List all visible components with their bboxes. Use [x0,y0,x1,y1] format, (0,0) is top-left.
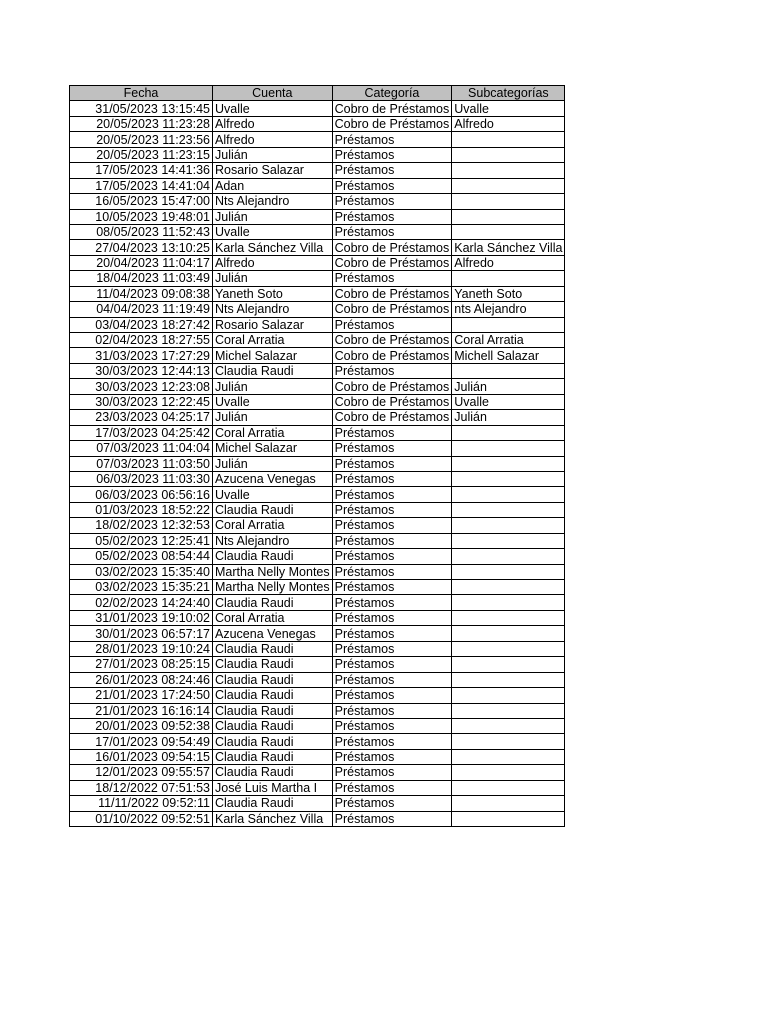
table-row [70,703,565,718]
cell-cuenta: Julián [213,379,333,394]
table-row [70,518,565,533]
cell-cuenta: Julián [213,410,333,425]
table-row [70,580,565,595]
header-cuenta: Cuenta [213,86,333,101]
cell-categoria: Préstamos [332,734,452,749]
cell-fecha: 30/03/2023 12:23:08 [70,379,213,394]
cell-fecha: 27/04/2023 13:10:25 [70,240,213,255]
cell-subcategoria [452,271,565,286]
cell-cuenta: Martha Nelly Montes [213,580,333,595]
table-row [70,734,565,749]
cell-cuenta: Karla Sánchez Villa [213,240,333,255]
cell-fecha: 16/05/2023 15:47:00 [70,194,213,209]
table-row [70,749,565,764]
cell-subcategoria [452,580,565,595]
table-row [70,147,565,162]
cell-categoria: Préstamos [332,749,452,764]
cell-cuenta: Claudia Raudi [213,657,333,672]
cell-categoria: Préstamos [332,595,452,610]
cell-categoria: Cobro de Préstamos [332,333,452,348]
table-row [70,780,565,795]
cell-cuenta: Julián [213,456,333,471]
cell-cuenta: Martha Nelly Montes [213,564,333,579]
table-row [70,224,565,239]
cell-cuenta: Claudia Raudi [213,796,333,811]
cell-cuenta: Claudia Raudi [213,688,333,703]
table-row [70,379,565,394]
cell-subcategoria [452,487,565,502]
cell-fecha: 18/02/2023 12:32:53 [70,518,213,533]
spreadsheet-page [69,85,565,827]
cell-cuenta: Nts Alejandro [213,533,333,548]
cell-subcategoria: Alfredo [452,116,565,131]
cell-fecha: 17/05/2023 14:41:36 [70,163,213,178]
cell-categoria: Préstamos [332,502,452,517]
cell-subcategoria [452,703,565,718]
cell-fecha: 30/03/2023 12:22:45 [70,394,213,409]
cell-fecha: 21/01/2023 17:24:50 [70,688,213,703]
table-row [70,456,565,471]
cell-categoria: Préstamos [332,811,452,826]
table-row [70,595,565,610]
cell-cuenta: Claudia Raudi [213,718,333,733]
table-row [70,641,565,656]
cell-categoria: Préstamos [332,657,452,672]
cell-subcategoria: Alfredo [452,255,565,270]
table-row [70,271,565,286]
table-row [70,718,565,733]
cell-fecha: 17/01/2023 09:54:49 [70,734,213,749]
cell-fecha: 11/11/2022 09:52:11 [70,796,213,811]
cell-cuenta: Nts Alejandro [213,194,333,209]
cell-fecha: 17/05/2023 14:41:04 [70,178,213,193]
cell-fecha: 23/03/2023 04:25:17 [70,410,213,425]
cell-fecha: 20/01/2023 09:52:38 [70,718,213,733]
cell-cuenta: Michel Salazar [213,441,333,456]
table-row [70,116,565,131]
table-body [70,101,565,827]
cell-categoria: Préstamos [332,564,452,579]
cell-fecha: 06/03/2023 06:56:16 [70,487,213,502]
cell-cuenta: Alfredo [213,116,333,131]
cell-categoria: Cobro de Préstamos [332,410,452,425]
table-row [70,672,565,687]
cell-subcategoria [452,194,565,209]
table-header [70,86,565,101]
cell-fecha: 28/01/2023 19:10:24 [70,641,213,656]
cell-cuenta: Claudia Raudi [213,703,333,718]
table-row [70,363,565,378]
cell-cuenta: Adan [213,178,333,193]
cell-fecha: 05/02/2023 08:54:44 [70,549,213,564]
cell-fecha: 07/03/2023 11:03:50 [70,456,213,471]
cell-cuenta: Coral Arratia [213,518,333,533]
cell-cuenta: Azucena Venegas [213,626,333,641]
cell-categoria: Préstamos [332,132,452,147]
table-row [70,333,565,348]
table-row [70,502,565,517]
table-row [70,533,565,548]
cell-categoria: Préstamos [332,441,452,456]
cell-subcategoria: Julián [452,379,565,394]
cell-subcategoria [452,224,565,239]
cell-categoria: Préstamos [332,209,452,224]
cell-cuenta: Uvalle [213,487,333,502]
table-row [70,194,565,209]
cell-fecha: 01/03/2023 18:52:22 [70,502,213,517]
table-row [70,348,565,363]
loans-table [69,85,565,827]
cell-subcategoria [452,796,565,811]
cell-cuenta: Uvalle [213,224,333,239]
cell-subcategoria: nts Alejandro [452,302,565,317]
cell-subcategoria [452,147,565,162]
cell-cuenta: Alfredo [213,132,333,147]
cell-subcategoria [452,518,565,533]
cell-subcategoria: Uvalle [452,101,565,116]
cell-subcategoria: Michell Salazar [452,348,565,363]
cell-subcategoria: Uvalle [452,394,565,409]
cell-cuenta: Rosario Salazar [213,163,333,178]
cell-categoria: Préstamos [332,456,452,471]
cell-cuenta: Coral Arratia [213,610,333,625]
cell-fecha: 18/04/2023 11:03:49 [70,271,213,286]
cell-fecha: 07/03/2023 11:04:04 [70,441,213,456]
table-row [70,132,565,147]
table-row [70,471,565,486]
cell-subcategoria [452,471,565,486]
cell-categoria: Préstamos [332,549,452,564]
cell-subcategoria [452,734,565,749]
cell-subcategoria [452,780,565,795]
cell-categoria: Préstamos [332,317,452,332]
table-row [70,302,565,317]
cell-categoria: Préstamos [332,718,452,733]
table-row [70,811,565,826]
table-row [70,564,565,579]
cell-subcategoria [452,718,565,733]
cell-subcategoria [452,363,565,378]
cell-fecha: 30/03/2023 12:44:13 [70,363,213,378]
table-row [70,255,565,270]
cell-subcategoria [452,425,565,440]
cell-categoria: Préstamos [332,178,452,193]
cell-categoria: Préstamos [332,780,452,795]
cell-categoria: Cobro de Préstamos [332,101,452,116]
table-row [70,240,565,255]
cell-subcategoria [452,209,565,224]
cell-categoria: Préstamos [332,363,452,378]
cell-subcategoria [452,765,565,780]
header-subcategorias: Subcategorías [452,86,565,101]
cell-cuenta: Claudia Raudi [213,734,333,749]
cell-categoria: Préstamos [332,610,452,625]
cell-categoria: Préstamos [332,765,452,780]
table-row [70,394,565,409]
cell-subcategoria [452,610,565,625]
cell-subcategoria [452,132,565,147]
cell-subcategoria [452,178,565,193]
cell-cuenta: Yaneth Soto [213,286,333,301]
cell-fecha: 01/10/2022 09:52:51 [70,811,213,826]
table-row [70,626,565,641]
cell-fecha: 05/02/2023 12:25:41 [70,533,213,548]
cell-subcategoria [452,317,565,332]
cell-cuenta: Julián [213,147,333,162]
cell-cuenta: Coral Arratia [213,333,333,348]
cell-cuenta: Julián [213,271,333,286]
cell-categoria: Préstamos [332,672,452,687]
cell-cuenta: José Luis Martha I [213,780,333,795]
cell-cuenta: Rosario Salazar [213,317,333,332]
table-row [70,425,565,440]
table-row [70,487,565,502]
table-row [70,317,565,332]
cell-categoria: Préstamos [332,163,452,178]
cell-fecha: 12/01/2023 09:55:57 [70,765,213,780]
cell-categoria: Cobro de Préstamos [332,286,452,301]
cell-cuenta: Uvalle [213,394,333,409]
cell-categoria: Préstamos [332,271,452,286]
cell-cuenta: Claudia Raudi [213,641,333,656]
cell-subcategoria [452,549,565,564]
cell-fecha: 30/01/2023 06:57:17 [70,626,213,641]
cell-cuenta: Claudia Raudi [213,595,333,610]
cell-cuenta: Uvalle [213,101,333,116]
cell-cuenta: Julián [213,209,333,224]
cell-fecha: 26/01/2023 08:24:46 [70,672,213,687]
table-row [70,286,565,301]
cell-cuenta: Alfredo [213,255,333,270]
cell-categoria: Cobro de Préstamos [332,394,452,409]
table-row [70,441,565,456]
cell-subcategoria [452,456,565,471]
cell-fecha: 20/05/2023 11:23:56 [70,132,213,147]
cell-categoria: Préstamos [332,194,452,209]
cell-categoria: Préstamos [332,626,452,641]
cell-categoria: Cobro de Préstamos [332,379,452,394]
cell-categoria: Préstamos [332,518,452,533]
cell-fecha: 02/04/2023 18:27:55 [70,333,213,348]
cell-fecha: 20/05/2023 11:23:15 [70,147,213,162]
table-row [70,410,565,425]
cell-cuenta: Coral Arratia [213,425,333,440]
cell-fecha: 21/01/2023 16:16:14 [70,703,213,718]
cell-categoria: Préstamos [332,580,452,595]
cell-fecha: 08/05/2023 11:52:43 [70,224,213,239]
cell-subcategoria [452,749,565,764]
cell-subcategoria [452,811,565,826]
cell-cuenta: Michel Salazar [213,348,333,363]
cell-subcategoria [452,688,565,703]
cell-cuenta: Claudia Raudi [213,363,333,378]
table-row [70,765,565,780]
cell-fecha: 18/12/2022 07:51:53 [70,780,213,795]
cell-subcategoria [452,641,565,656]
cell-subcategoria: Yaneth Soto [452,286,565,301]
cell-fecha: 31/03/2023 17:27:29 [70,348,213,363]
cell-fecha: 17/03/2023 04:25:42 [70,425,213,440]
cell-fecha: 27/01/2023 08:25:15 [70,657,213,672]
cell-cuenta: Azucena Venegas [213,471,333,486]
cell-fecha: 02/02/2023 14:24:40 [70,595,213,610]
cell-fecha: 04/04/2023 11:19:49 [70,302,213,317]
cell-categoria: Cobro de Préstamos [332,302,452,317]
header-fecha: Fecha [70,86,213,101]
cell-categoria: Préstamos [332,147,452,162]
cell-cuenta: Karla Sánchez Villa [213,811,333,826]
cell-fecha: 31/01/2023 19:10:02 [70,610,213,625]
cell-categoria: Préstamos [332,425,452,440]
cell-categoria: Préstamos [332,796,452,811]
cell-fecha: 31/05/2023 13:15:45 [70,101,213,116]
table-row [70,549,565,564]
cell-categoria: Cobro de Préstamos [332,348,452,363]
cell-categoria: Cobro de Préstamos [332,116,452,131]
cell-subcategoria [452,595,565,610]
cell-subcategoria [452,533,565,548]
cell-subcategoria [452,441,565,456]
cell-categoria: Préstamos [332,703,452,718]
table-row [70,796,565,811]
cell-fecha: 03/04/2023 18:27:42 [70,317,213,332]
cell-fecha: 10/05/2023 19:48:01 [70,209,213,224]
cell-subcategoria [452,163,565,178]
header-categoria: Categoría [332,86,452,101]
cell-categoria: Préstamos [332,487,452,502]
table-row [70,209,565,224]
cell-categoria: Préstamos [332,224,452,239]
table-row [70,610,565,625]
cell-cuenta: Claudia Raudi [213,749,333,764]
cell-fecha: 06/03/2023 11:03:30 [70,471,213,486]
cell-subcategoria [452,657,565,672]
cell-subcategoria: Julián [452,410,565,425]
table-row [70,163,565,178]
cell-cuenta: Claudia Raudi [213,502,333,517]
cell-fecha: 16/01/2023 09:54:15 [70,749,213,764]
cell-subcategoria [452,502,565,517]
cell-fecha: 20/05/2023 11:23:28 [70,116,213,131]
cell-fecha: 03/02/2023 15:35:21 [70,580,213,595]
cell-cuenta: Claudia Raudi [213,672,333,687]
cell-cuenta: Claudia Raudi [213,765,333,780]
table-row [70,688,565,703]
cell-subcategoria [452,564,565,579]
cell-fecha: 03/02/2023 15:35:40 [70,564,213,579]
cell-subcategoria [452,672,565,687]
cell-categoria: Préstamos [332,688,452,703]
cell-categoria: Préstamos [332,471,452,486]
table-row [70,178,565,193]
table-row [70,657,565,672]
cell-categoria: Préstamos [332,641,452,656]
cell-categoria: Cobro de Préstamos [332,240,452,255]
cell-categoria: Préstamos [332,533,452,548]
table-row [70,101,565,116]
cell-fecha: 20/04/2023 11:04:17 [70,255,213,270]
cell-fecha: 11/04/2023 09:08:38 [70,286,213,301]
header-row [70,86,565,101]
cell-subcategoria: Karla Sánchez Villa [452,240,565,255]
cell-subcategoria: Coral Arratia [452,333,565,348]
cell-categoria: Cobro de Préstamos [332,255,452,270]
cell-cuenta: Nts Alejandro [213,302,333,317]
cell-cuenta: Claudia Raudi [213,549,333,564]
cell-subcategoria [452,626,565,641]
